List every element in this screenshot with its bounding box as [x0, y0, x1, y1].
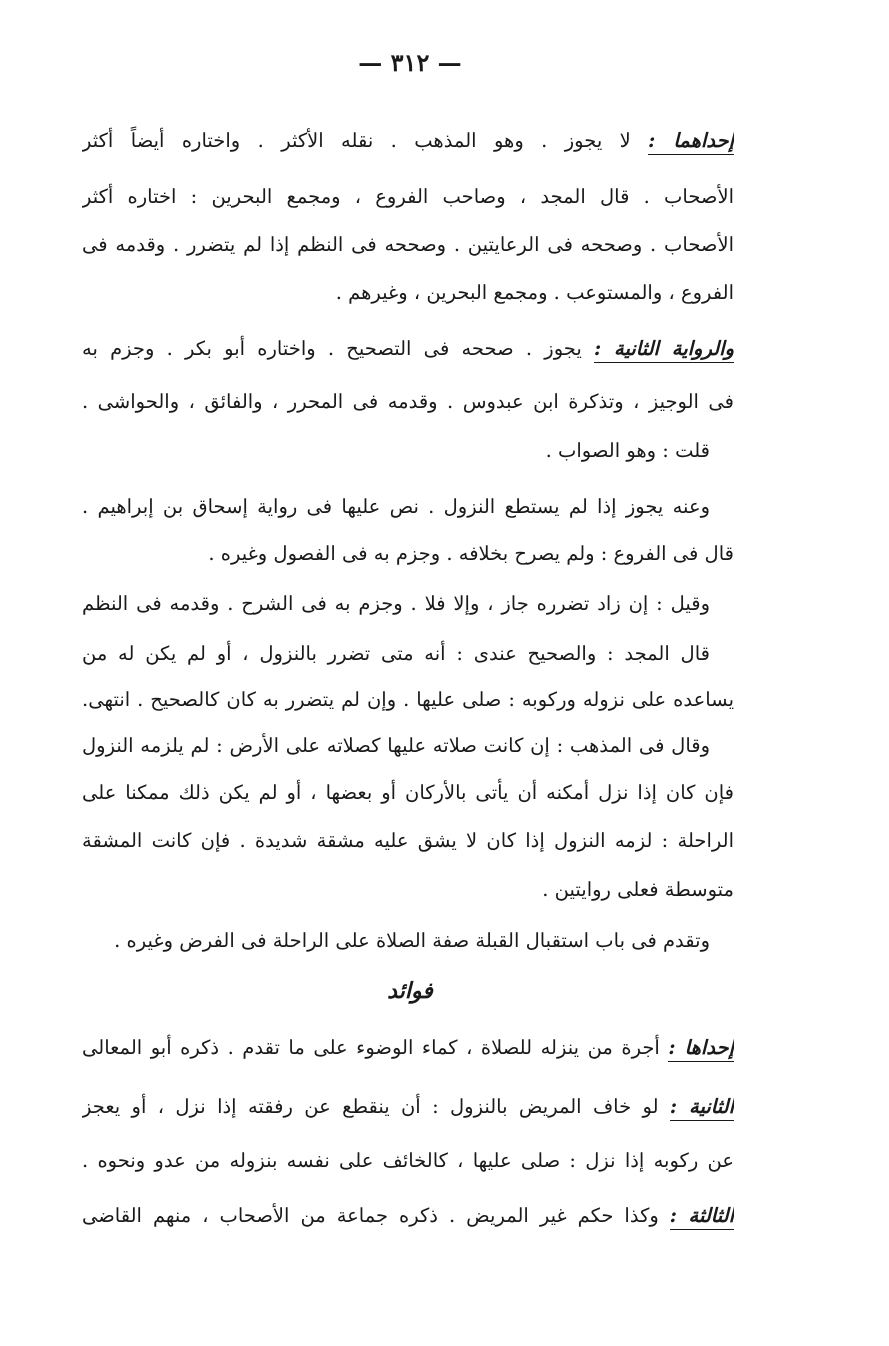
text-line — [82, 382, 734, 422]
text-line — [82, 1196, 734, 1236]
line-text: قال فى الفروع : ولم يصرح بخلافه . وجزم به فى الفصول وغيره . — [208, 542, 734, 565]
text-line — [82, 177, 734, 217]
text-line — [82, 921, 734, 961]
text-line — [82, 273, 734, 313]
text-line — [82, 870, 734, 910]
line-text: وعنه يجوز إذا لم يستطع النزول . نص عليها فى رواية إسحاق بن إبراهيم . — [82, 495, 710, 518]
text-line — [82, 1087, 734, 1127]
line-text: متوسطة فعلى روايتين . — [542, 878, 734, 901]
page-number: — ٣١٢ — — [358, 48, 462, 77]
text-line — [82, 680, 734, 720]
text-line — [82, 329, 734, 369]
line-lead: الثالثة : — [670, 1204, 734, 1230]
line-text: عن ركوبه إذا نزل : صلى عليها ، كالخائف على نفسه بنزوله من عدو ونحوه . — [82, 1149, 734, 1172]
text-line — [82, 225, 734, 265]
line-lead: إحداها : — [668, 1036, 734, 1062]
text-line — [82, 821, 734, 861]
text-line — [82, 1028, 734, 1068]
line-text: يساعده على نزوله وركوبه : صلى عليها . وإن لم يتضرر به كان كالصحيح . انتهى. — [82, 688, 734, 711]
line-text: الراحلة : لزمه النزول إذا كان لا يشق عليه مشقة شديدة . فإن كانت المشقة — [82, 829, 734, 852]
line-text: الأصحاب . قال المجد ، وصاحب الفروع ، ومجمع البحرين : اختاره أكثر — [82, 185, 734, 208]
line-text: وقال فى المذهب : إن كانت صلاته عليها كصلاته على الأرض : لم يلزمه النزول — [82, 734, 710, 757]
line-text: الأصحاب . وصححه فى الرعايتين . وصححه فى النظم إذا لم يتضرر . وقدمه فى — [82, 233, 734, 256]
text-line — [82, 534, 734, 574]
line-text: أجرة من ينزله للصلاة ، كماء الوضوء على ما تقدم . ذكره أبو المعالى — [82, 1036, 669, 1059]
text-line — [82, 431, 734, 471]
text-line — [82, 121, 734, 161]
text-line — [82, 1141, 734, 1181]
line-text: قال المجد : والصحيح عندى : أنه متى تضرر بالنزول ، أو لم يكن له من — [82, 642, 710, 665]
line-text: قلت : وهو الصواب . — [545, 439, 710, 462]
line-text: لو خاف المريض بالنزول : أن ينقطع عن رفقته إذا نزل ، أو يعجز — [82, 1095, 670, 1118]
text-line — [82, 773, 734, 813]
text-line — [82, 487, 734, 527]
line-text: الفروع ، والمستوعب . ومجمع البحرين ، وغيرهم . — [335, 281, 734, 304]
line-lead: والرواية الثانية : — [594, 337, 734, 363]
text-line — [82, 634, 734, 674]
line-text: لا يجوز . وهو المذهب . نقله الأكثر . واختاره أيضاً أكثر — [82, 129, 649, 152]
section-title: فوائد — [387, 978, 433, 1004]
line-lead: الثانية : — [670, 1095, 734, 1121]
text-line — [82, 726, 734, 766]
line-text: يجوز . صححه فى التصحيح . واختاره أبو بكر . وجزم به — [82, 337, 594, 360]
line-text: فى الوجيز ، وتذكرة ابن عبدوس . وقدمه فى المحرر ، والفائق ، والحواشى . — [82, 390, 734, 413]
line-text: وتقدم فى باب استقبال القبلة صفة الصلاة على الراحلة فى الفرض وغيره . — [114, 929, 710, 952]
text-line — [82, 584, 734, 624]
line-text: وكذا حكم غير المريض . ذكره جماعة من الأصحاب ، منهم القاضى — [82, 1204, 670, 1227]
line-lead: إحداهما : — [648, 129, 734, 155]
line-text: وقيل : إن زاد تضرره جاز ، وإلا فلا . وجزم به فى الشرح . وقدمه فى النظم — [82, 592, 710, 615]
line-text: فإن كان إذا نزل أمكنه أن يأتى بالأركان أو بعضها ، أو لم يكن ذلك ممكنا على — [82, 781, 734, 804]
